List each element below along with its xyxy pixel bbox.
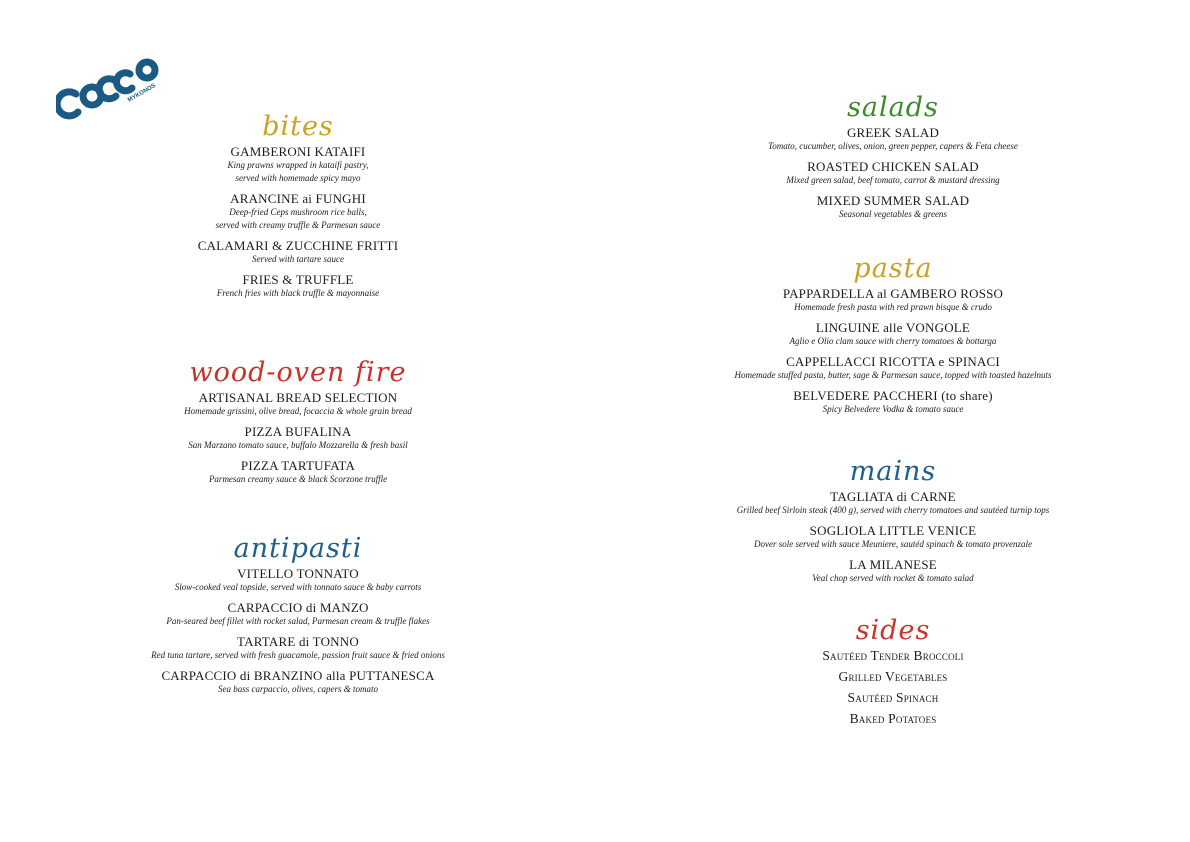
menu-item-description: Served with tartare sauce	[252, 254, 344, 264]
menu-item-description: Parmesan creamy sauce & black Scorzone truffle	[208, 474, 388, 484]
menu-item-name: ROASTED CHICKEN SALAD	[807, 159, 979, 174]
section-title-salads: salads	[847, 92, 939, 123]
menu-item-description: San Marzano tomato sauce, buffalo Mozzarella & fresh basil	[188, 440, 408, 450]
menu-item-name: CALAMARI & ZUCCHINE FRITTI	[197, 238, 399, 253]
menu-item-name: PIZZA TARTUFATA	[240, 458, 356, 473]
section-salads	[700, 93, 1086, 227]
section-antipasti	[120, 534, 476, 702]
section-title-pasta: pasta	[853, 253, 933, 284]
menu-item-description: Pan-seared beef fillet with rocket salad, Parmesan cream & truffle flakes	[166, 616, 430, 626]
menu-item-description: Homemade stuffed pasta, butter, sage & Parmesan sauce, topped with toasted hazelnuts	[734, 370, 1052, 380]
menu-item	[120, 634, 476, 662]
section-pasta	[700, 254, 1086, 422]
menu-item-description: served with homemade spicy mayo	[235, 173, 361, 183]
menu-item	[700, 354, 1086, 382]
menu-item	[700, 320, 1086, 348]
menu-item-description: French fries with black truffle & mayonnaise	[216, 288, 380, 298]
menu-item	[700, 193, 1086, 221]
menu-item-name: TAGLIATA di CARNE	[830, 489, 956, 504]
section-title-wood-oven-fire: wood-oven fire	[189, 357, 407, 388]
menu-item-description: King prawns wrapped in kataifi pastry,	[227, 160, 369, 170]
menu-item-description: Spicy Belvedere Vodka & tomato sauce	[822, 404, 964, 414]
menu-item	[700, 669, 1086, 684]
menu-item-name: LA MILANESE	[849, 557, 937, 572]
menu-item-description: Homemade grissini, olive bread, focaccia & whole grain bread	[184, 406, 412, 416]
menu-item	[120, 566, 476, 594]
menu-item	[700, 648, 1086, 663]
menu-item-name: GREEK SALAD	[846, 125, 940, 140]
menu-item-name: LINGUINE alle VONGOLE	[815, 320, 971, 335]
menu-item-description: Homemade fresh pasta with red prawn bisque & crudo	[794, 302, 992, 312]
menu-item-name: CARPACCIO di MANZO	[227, 600, 369, 615]
menu-item	[700, 286, 1086, 314]
menu-item	[700, 711, 1086, 726]
menu-item	[700, 690, 1086, 705]
section-title-sides: sides	[855, 615, 931, 646]
menu-item-name: MIXED SUMMER SALAD	[816, 193, 970, 208]
menu-item	[120, 238, 476, 266]
menu-item-name: Baked Potatoes	[849, 711, 937, 726]
section-wood-oven-fire	[120, 358, 476, 492]
menu-item-description: Seasonal vegetables & greens	[839, 209, 947, 219]
logo-letter-o2	[139, 62, 155, 78]
logo-subtext: MYKONOS	[127, 83, 157, 104]
section-title-antipasti: antipasti	[233, 533, 363, 564]
menu-item	[120, 458, 476, 486]
menu-item-name: ARANCINE ai FUNGHI	[230, 191, 366, 206]
menu-item	[700, 523, 1086, 551]
menu-item-name: Sautéed Spinach	[847, 690, 939, 705]
menu-item-name: TARTARE di TONNO	[237, 634, 359, 649]
menu-item	[120, 191, 476, 232]
menu-item-name: CAPPELLACCI RICOTTA e SPINACI	[786, 354, 1000, 369]
menu-item	[120, 390, 476, 418]
section-title-mains: mains	[849, 456, 937, 487]
menu-item-description: Veal chop served with rocket & tomato salad	[812, 573, 974, 583]
menu-item-description: Slow-cooked veal topside, served with tonnato sauce & baby carrots	[174, 582, 422, 592]
menu-item	[700, 125, 1086, 153]
menu-item-description: Deep-fried Ceps mushroom rice balls,	[229, 207, 367, 217]
menu-item	[120, 424, 476, 452]
menu-item-name: Sautéed Tender Broccoli	[822, 648, 964, 663]
menu-item	[120, 144, 476, 185]
menu-item-name: PAPPARDELLA al GAMBERO ROSSO	[782, 286, 1004, 301]
menu-item-name: VITELLO TONNATO	[237, 566, 359, 581]
logo-letter-c1	[57, 92, 78, 116]
section-mains	[700, 457, 1086, 591]
menu-item-name: CARPACCIO di BRANZINO alla PUTTANESCA	[161, 668, 435, 683]
menu-item	[700, 388, 1086, 416]
section-bites	[120, 112, 476, 306]
menu-item-name: ARTISANAL BREAD SELECTION	[198, 390, 398, 405]
menu-item-name: BELVEDERE PACCHERI (to share)	[793, 388, 993, 403]
menu-item-description: Red tuna tartare, served with fresh guacamole, passion fruit sauce & fried onions	[151, 650, 445, 660]
menu-item-name: GAMBERONI KATAIFI	[230, 144, 366, 159]
menu-item	[120, 272, 476, 300]
menu-item-description: Grilled beef Sirloin steak (400 g), served with cherry tomatoes and sautéed turnip tops	[736, 505, 1050, 515]
logo-letter-c3	[116, 73, 132, 91]
section-title-bites: bites	[262, 111, 334, 142]
menu-item-description: Mixed green salad, beef tomato, carrot & mustard dressing	[786, 175, 1000, 185]
menu-item-description: Dover sole served with sauce Meuniere, sautéd spinach & tomato provenzale	[753, 539, 1033, 549]
menu-item-description: Sea bass carpaccio, olives, capers & tomato	[218, 684, 378, 694]
menu-item-description: Tomato, cucumber, olives, onion, green pepper, capers & Feta cheese	[768, 141, 1018, 151]
menu-item-description: served with creamy truffle & Parmesan sauce	[215, 220, 381, 230]
section-sides	[700, 616, 1086, 732]
menu-item-description: Aglio e Olio clam sauce with cherry tomatoes & bottarga	[789, 336, 997, 346]
menu-item	[700, 489, 1086, 517]
menu-item-name: PIZZA BUFALINA	[244, 424, 352, 439]
menu-item-name: SOGLIOLA LITTLE VENICE	[809, 523, 977, 538]
menu-item	[120, 600, 476, 628]
menu-item	[700, 159, 1086, 187]
menu-item	[120, 668, 476, 696]
menu-item-name: Grilled Vegetables	[838, 669, 948, 684]
menu-item-name: FRIES & TRUFFLE	[242, 272, 354, 287]
menu-item	[700, 557, 1086, 585]
